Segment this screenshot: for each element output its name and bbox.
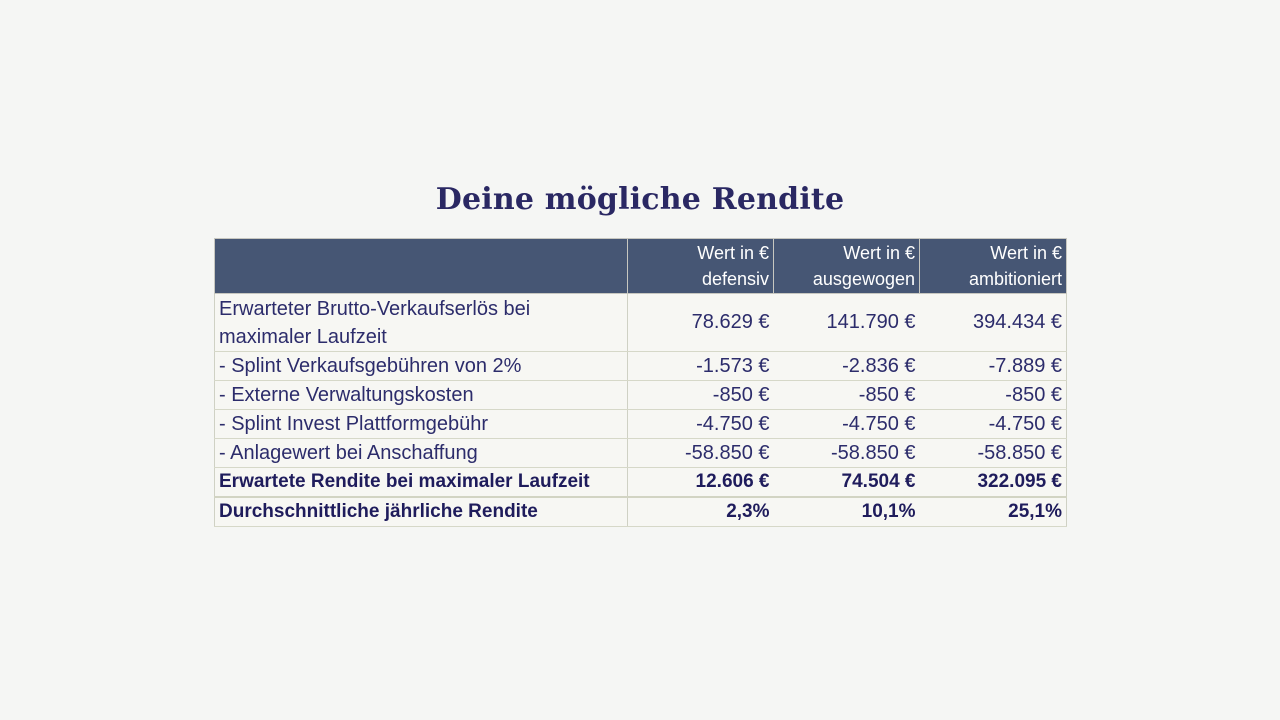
value-defensiv: -850 € — [628, 381, 774, 410]
table-row-total — [215, 468, 1067, 498]
header-sublabel: ausgewogen — [812, 269, 915, 289]
header-label: Wert in € — [697, 243, 769, 263]
value-ausgewogen: 141.790 € — [774, 294, 920, 352]
value-defensiv: -1.573 € — [628, 352, 774, 381]
value-defensiv: 12.606 € — [628, 468, 774, 498]
value-defensiv: -4.750 € — [628, 410, 774, 439]
page-title: Deine mögliche Rendite — [435, 182, 845, 217]
table-row — [215, 381, 1067, 410]
value-ausgewogen: 10,1% — [774, 497, 920, 527]
row-label: - Splint Verkaufsgebühren von 2% — [215, 352, 628, 381]
header-defensiv — [628, 239, 774, 294]
value-defensiv: 78.629 € — [628, 294, 774, 352]
value-ausgewogen: -4.750 € — [774, 410, 920, 439]
value-ambitioniert: -4.750 € — [920, 410, 1067, 439]
value-ambitioniert: 25,1% — [920, 497, 1067, 527]
value-ambitioniert: -850 € — [920, 381, 1067, 410]
table-row — [215, 410, 1067, 439]
value-ausgewogen: 74.504 € — [774, 468, 920, 498]
value-ausgewogen: -2.836 € — [774, 352, 920, 381]
returns-table — [214, 238, 1067, 527]
value-defensiv: -58.850 € — [628, 439, 774, 468]
header-ambitioniert — [920, 239, 1067, 294]
table-header-row — [215, 239, 1067, 294]
value-ausgewogen: -850 € — [774, 381, 920, 410]
value-ambitioniert: -58.850 € — [920, 439, 1067, 468]
value-ambitioniert: -7.889 € — [920, 352, 1067, 381]
table-row — [215, 439, 1067, 468]
row-label: - Externe Verwaltungskosten — [215, 381, 628, 410]
table-row — [215, 294, 1067, 352]
header-sublabel: ambitioniert — [968, 269, 1062, 289]
header-empty-cell — [215, 239, 628, 294]
value-defensiv: 2,3% — [628, 497, 774, 527]
value-ambitioniert: 322.095 € — [920, 468, 1067, 498]
row-label: - Anlagewert bei Anschaffung — [215, 439, 628, 468]
row-label: Erwartete Rendite bei maximaler Laufzeit — [215, 468, 628, 498]
table-row-annual — [215, 497, 1067, 527]
table-row — [215, 352, 1067, 381]
header-label: Wert in € — [843, 243, 915, 263]
header-label: Wert in € — [990, 243, 1062, 263]
value-ausgewogen: -58.850 € — [774, 439, 920, 468]
row-label: Durchschnittliche jährliche Rendite — [215, 497, 628, 527]
row-label: - Splint Invest Plattformgebühr — [215, 410, 628, 439]
row-label: Erwarteter Brutto-Verkaufserlös bei maximaler Laufzeit — [215, 294, 628, 352]
header-sublabel: defensiv — [701, 269, 769, 289]
header-ausgewogen — [774, 239, 920, 294]
value-ambitioniert: 394.434 € — [920, 294, 1067, 352]
